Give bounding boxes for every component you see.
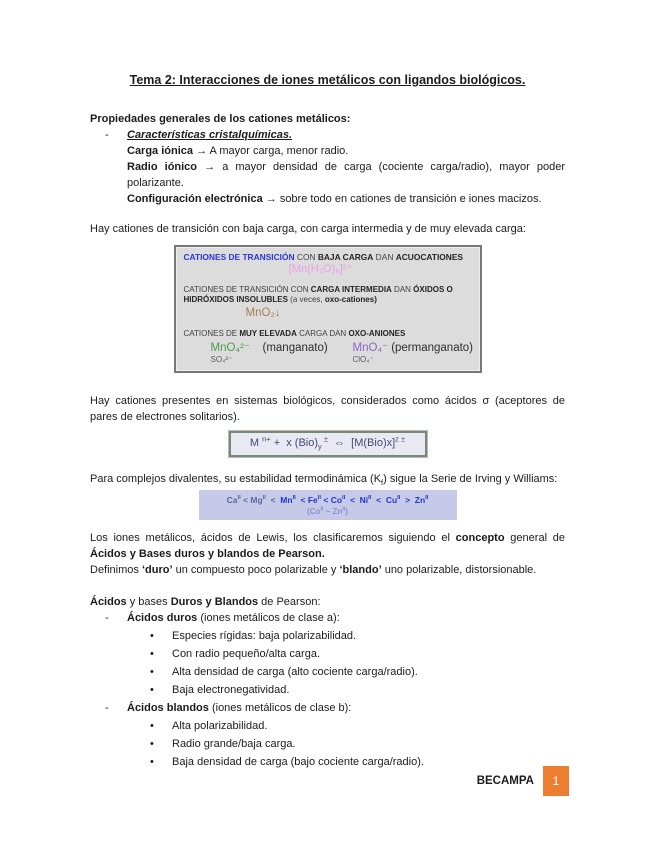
paragraph-hard-soft-definition: Definimos ‘duro’ un compuesto poco polarizable y ‘blando’ uno polarizable, distorsionable. [90,564,537,576]
list-item-soft-acids [90,700,565,716]
irving-williams-note: ($Co^{II}$ ~ $Zn^{II}$) [307,506,348,516]
list-item [150,628,565,644]
box-line-intermediate-charge: CATIONES DE TRANSICIÓN CON CARGA INTERMEDIA DAN ÓXIDOS O HIDRÓXIDOS INSOLUBLES (a veces, oxo-cationes) [183,285,453,304]
hard-acid-property: Especies rígidas: baja polarizabilidad. [172,630,357,642]
list-item [150,646,565,662]
hard-acid-property: Alta densidad de carga (alto cociente carga/radio). [172,666,418,678]
list-item [150,682,565,698]
irving-williams-series-box [199,490,457,520]
hard-acid-property: Con radio pequeño/alta carga. [172,648,320,660]
hard-acids-heading: Ácidos duros (iones metálicos de clase a): [127,612,340,624]
box-line-high-charge: CATIONES DE MUY ELEVADA CARGA DAN OXO-ANIONES [183,329,406,338]
soft-acid-property: Alta polarizabilidad. [172,720,268,732]
manganate-formula: MnO₄²⁻ [210,342,251,354]
soft-acid-property: Radio grande/baja carga. [172,738,296,750]
bullet-marker: • [150,684,154,696]
page-footer [477,766,569,796]
sulfate-formula: SO₄²⁻ [210,355,233,364]
line-ionic-charge: Carga iónica → A mayor carga, menor radio. [127,145,349,157]
bullet-marker: • [150,648,154,660]
soft-acids-heading: Ácidos blandos (iones metálicos de clase b): [127,702,352,714]
cation-types-box [174,245,482,373]
box-line-low-charge: CATIONES DE TRANSICIÓN CON BAJA CARGA DAN ACUOCATIONES [183,252,464,262]
dash-marker: - [105,129,109,141]
list-item-hard-acids [90,610,565,626]
permanganate-label: (permanganato) [391,342,474,354]
hard-acid-property: Baja electronegatividad. [172,684,290,696]
crystal-characteristics-label: Características cristalquímicas. [127,129,293,141]
bullet-marker: • [150,720,154,732]
permanganate-formula: MnO₄⁻ [352,342,389,354]
bullet-marker: • [150,756,154,768]
section-heading-properties: Propiedades generales de los cationes metálicos: [90,113,351,125]
list-item [150,664,565,680]
page-number-badge: 1 [543,766,569,796]
bullet-marker: • [150,738,154,750]
soft-acid-property: Baja densidad de carga (bajo cociente carga/radio). [172,756,424,768]
paragraph-lewis-acids: Los iones metálicos, ácidos de Lewis, los clasificaremos siguiendo el concepto general de Ácidos y Bases duros y blandos de Pearson. [90,532,565,560]
line-ionic-radius: Radio iónico → a mayor densidad de carga (cociente carga/radio), mayor poder polarizante. [127,161,565,189]
oxoanion-examples-row [211,355,472,365]
manganate-label: (manganato) [262,342,328,354]
perchlorate-formula: ClO₄⁻ [352,355,374,364]
paragraph-sigma-acids: Hay cationes presentes en sistemas biológicos, considerados como ácidos σ (aceptores de pares de electrones solitarios). [90,395,565,423]
mno2-formula: MnO₂↓ [245,307,281,319]
aquo-cation-formula: [Mn(H₂O)₆]²⁺ [288,263,353,275]
dash-marker: - [105,702,109,714]
manganate-row [211,341,472,355]
author-name: BECAMPA [476,775,534,787]
bullet-marker: • [150,630,154,642]
equilibrium-equation-box: M $^{n+}$ + x $(Bio)_y$ ± ⇔ $[M(Bio)x]^{z \pm}$ [229,431,427,457]
dash-marker: - [105,612,109,624]
paragraph-irving-williams: Para complejos divalentes, su estabilidad termodinámica $(K_f)$ sigue la Serie de Irving y Williams: [90,473,558,488]
paragraph-transition-cations: Hay cationes de transición con baja carga, con carga intermedia y de muy elevada carga: [90,223,526,235]
list-item [150,736,565,752]
irving-williams-series: $Ca^{II} < Mg^{II} < Mn^{II} < Fe^{II} < Co^{II} < Ni^{II} < Cu^{II} > Zn^{II}$ [226,495,429,505]
page-title: Tema 2: Interacciones de iones metálicos con ligandos biológicos. [129,73,526,87]
list-item [150,718,565,734]
list-item-crystal-characteristics [90,127,565,143]
heading-pearson-acids-bases: Ácidos y bases Duros y Blandos de Pearson: [90,596,321,608]
bullet-marker: • [150,666,154,678]
line-electronic-configuration: Configuración electrónica → sobre todo en cationes de transición e iones macizos. [127,193,542,205]
